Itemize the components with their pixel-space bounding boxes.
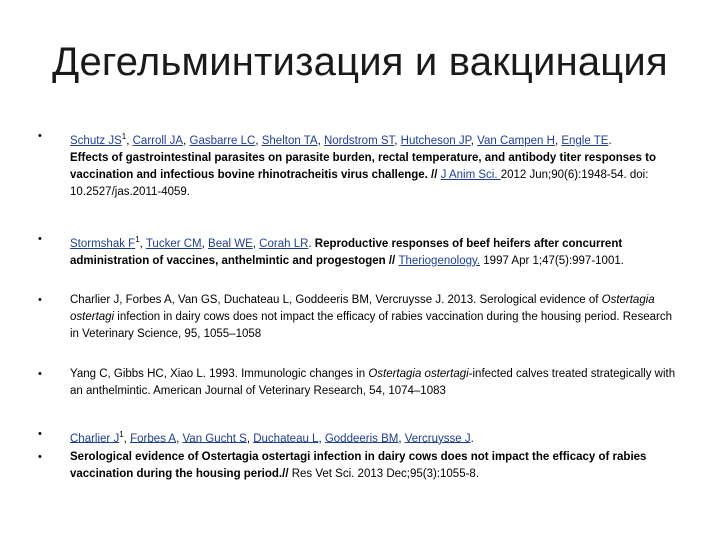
bullet-marker: •: [38, 367, 42, 380]
separator: ,: [126, 134, 133, 147]
author-link[interactable]: Van Campen H: [477, 134, 555, 147]
separator: ,: [318, 432, 325, 445]
separator: ,: [398, 432, 405, 445]
separator: ,: [176, 432, 183, 445]
author-link[interactable]: Carroll JA: [132, 134, 184, 147]
author-link[interactable]: Hutcheson JP: [400, 134, 471, 147]
separator: ,: [252, 237, 260, 250]
article-title: Serological evidence of Ostertagia ostertagi infection in dairy cows does not impact the efficacy of rabies vaccination during the housing period.//: [70, 451, 647, 481]
separator: ,: [123, 432, 131, 445]
author-link[interactable]: Stormshak F: [70, 237, 136, 250]
author-link[interactable]: Forbes A: [130, 432, 177, 445]
author-link[interactable]: Duchateau L: [253, 432, 319, 445]
journal-link[interactable]: Theriogenology.: [398, 254, 481, 267]
reference-item-3: [38, 292, 678, 343]
author-link[interactable]: Shelton TA: [261, 134, 318, 147]
reference-item-4: [38, 366, 678, 400]
citation-text: -infected calves treated strategically with an anthelmintic. American Journal of Veterinary Research, 54, 1074–1083: [70, 367, 676, 397]
citation-details: 1997 Apr 1;47(5):997-1001.: [480, 254, 624, 267]
bullet-marker: •: [38, 232, 42, 245]
citation-text: Yang C, Gibbs HC, Xiao L. 1993. Immunologic changes in: [70, 367, 369, 380]
separator: .: [470, 432, 474, 445]
citation-details: 2012 Jun;90(6):1948-54. doi: 10.2527/jas.2011-4059.: [70, 168, 649, 198]
separator: .: [308, 237, 315, 250]
author-link[interactable]: Tucker CM: [145, 237, 202, 250]
reference-list: [38, 128, 678, 483]
separator: ,: [317, 134, 324, 147]
journal-link[interactable]: J Anim Sci.: [440, 168, 501, 181]
bullet-marker: •: [38, 293, 42, 306]
citation-details: Res Vet Sci. 2013 Dec;95(3):1055-8.: [291, 468, 480, 481]
article-title: Effects of gastrointestinal parasites on parasite burden, rectal temperature, and antibody titer responses to vaccination and infectious bovine rhinotracheitis virus challenge. //: [70, 151, 657, 181]
reference-item-2: [38, 231, 678, 270]
author-link[interactable]: Schutz JS: [70, 134, 122, 147]
separator: .: [608, 134, 612, 147]
affiliation-sup: 1: [119, 429, 124, 439]
author-link[interactable]: Corah LR: [259, 237, 309, 250]
bullet-marker: •: [38, 130, 42, 142]
author-link[interactable]: Gasbarre LC: [189, 134, 256, 147]
bullet-marker: •: [38, 451, 42, 464]
separator: ,: [183, 134, 190, 147]
author-link[interactable]: Vercruysse J: [404, 432, 471, 445]
affiliation-sup: 1: [135, 234, 140, 244]
slide-title: Дегельминтизация и вакцинация: [52, 40, 668, 84]
citation-text: Charlier J, Forbes A, Van GS, Duchateau L, Goddeeris BM, Vercruysse J. 2013. Serological evidence of: [70, 293, 602, 306]
separator: ,: [246, 432, 254, 445]
reference-item-6: [38, 449, 678, 483]
separator: ,: [470, 134, 478, 147]
author-link[interactable]: Charlier J: [70, 432, 120, 445]
species-name: Ostertagia ostertagi: [70, 293, 655, 323]
affiliation-sup: 1: [121, 132, 127, 141]
reference-item-1: [38, 128, 678, 201]
citation-text: infection in dairy cows does not impact the efficacy of rabies vaccination during the housing period. Research in Veterinary Science, 95, 1055–1058: [70, 310, 672, 340]
reference-item-5: [38, 426, 678, 448]
separator: ,: [139, 237, 146, 250]
separator: ,: [554, 134, 562, 147]
separator: ,: [201, 237, 209, 250]
separator: ,: [394, 134, 401, 147]
separator: ,: [255, 134, 262, 147]
article-title: Reproductive responses of beef heifers after concurrent administration of vaccines, anthelmintic and progestogen //: [70, 237, 623, 267]
bullet-marker: •: [38, 427, 42, 440]
author-link[interactable]: Van Gucht S: [182, 432, 247, 445]
species-name: Ostertagia ostertagi: [368, 367, 469, 380]
author-link[interactable]: Goddeeris BM: [324, 432, 399, 445]
author-link[interactable]: Engle TE: [561, 134, 609, 147]
author-link[interactable]: Beal WE: [208, 237, 253, 250]
author-link[interactable]: Nordstrom ST: [323, 134, 395, 147]
